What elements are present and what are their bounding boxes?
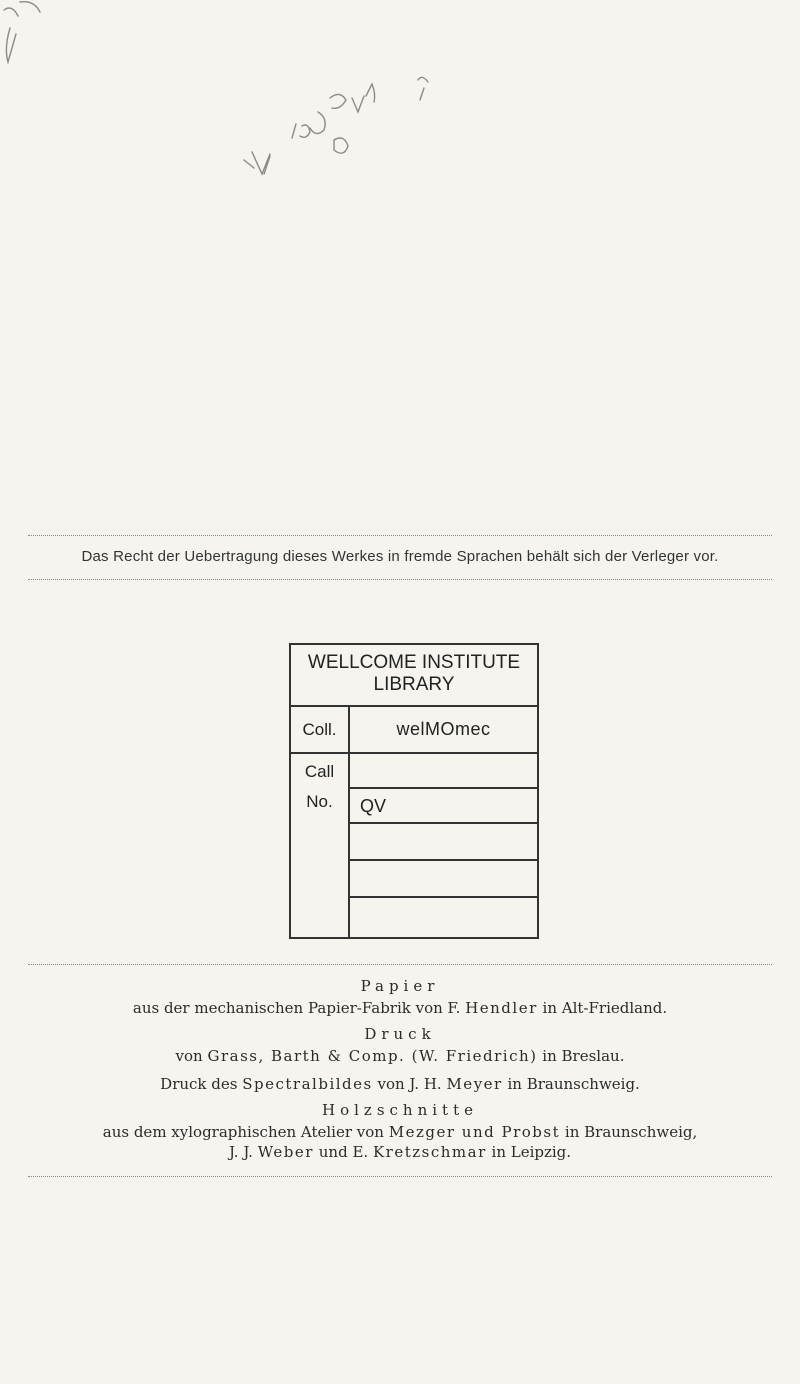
imprint-paper-line: aus der mechanischen Papier-Fabrik von F. Hendler in Alt-Friedland.	[132, 999, 668, 1017]
imprint-print-line: von Grass, Barth & Comp. (W. Friedrich) in Breslau.	[175, 1047, 625, 1065]
wellcome-library-label	[289, 643, 539, 939]
label-coll-value: welMOmec	[396, 719, 491, 739]
imprint-woodcut-heading: Holzschnitte	[322, 1101, 478, 1119]
label-call-key-line1: Call	[304, 762, 335, 781]
imprint-paper-heading: Papier	[360, 977, 440, 995]
label-call-key-line2: No.	[306, 792, 333, 811]
label-call-slot	[350, 754, 537, 789]
translation-rights-notice: Das Recht der Uebertragung dieses Werkes in fremde Sprachen behält sich der Verleger vor.	[81, 548, 719, 565]
imprint-dotted-rule	[28, 964, 772, 965]
label-coll-row	[291, 707, 537, 754]
label-call-number: QV	[360, 796, 387, 816]
label-coll-key: Coll.	[291, 707, 350, 752]
bottom-dotted-rule	[28, 1176, 772, 1177]
imprint-print-heading: Druck	[364, 1025, 436, 1043]
label-header	[291, 645, 537, 707]
imprint-spectral-line: Druck des Spectralbildes von J. H. Meyer in Braunschweig.	[160, 1075, 640, 1093]
imprint-woodcut-line2: J. J. Weber und E. Kretzschmar in Leipzig.	[228, 1143, 572, 1161]
imprint-woodcut-line1: aus dem xylographischen Atelier von Mezger und Probst in Braunschweig,	[102, 1123, 698, 1141]
label-call-slot	[350, 900, 537, 935]
top-dotted-rule	[28, 535, 772, 536]
rights-dotted-rule	[28, 579, 772, 580]
label-call-slot	[350, 789, 537, 824]
label-title-line2: LIBRARY	[373, 674, 455, 695]
label-call-slot	[350, 826, 537, 861]
label-call-slot	[350, 863, 537, 898]
label-title-line1: WELLCOME INSTITUTE	[307, 652, 521, 673]
label-call-key	[291, 754, 350, 937]
pencil-annotation-drawing	[0, 0, 800, 220]
